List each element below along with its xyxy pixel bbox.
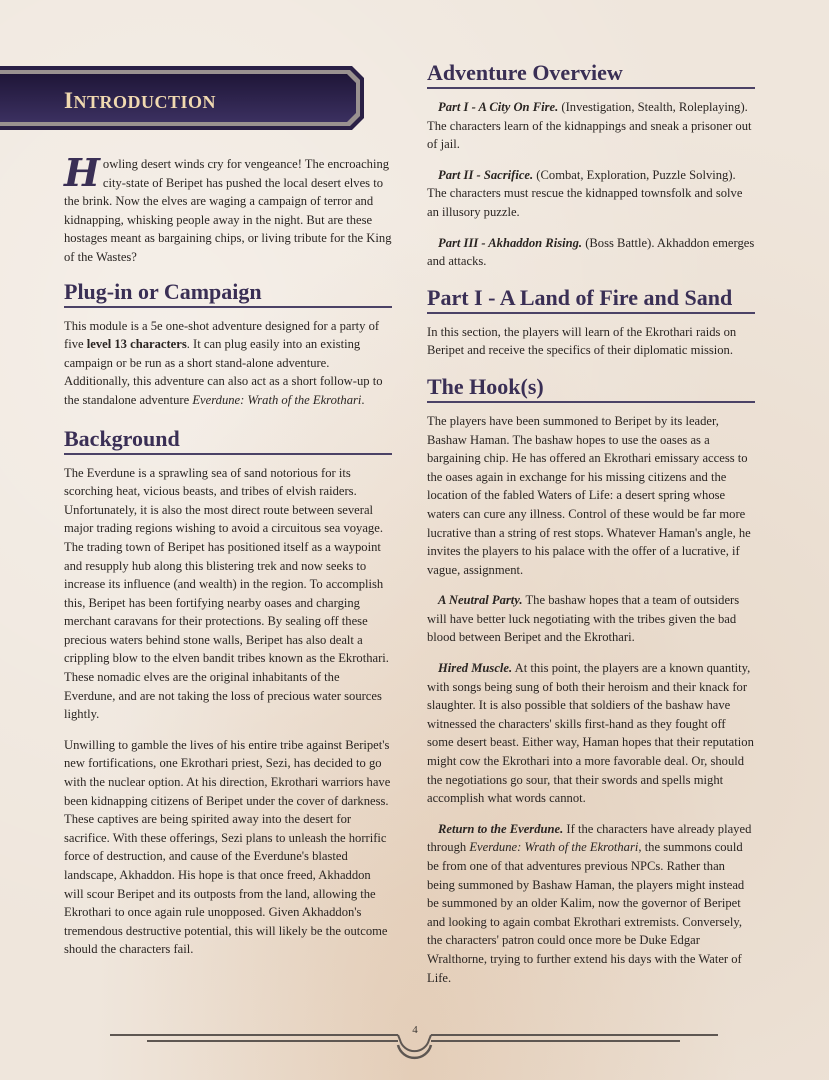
hook-hired-muscle: Hired Muscle. At this point, the players are a known quantity, with songs being sung of both their heroism and their knack for slaughter. It is also possible that soldiers of the bashaw have witnessed the characters' skills first-hand as they fought off some desert beast. Either way, Haman hopes that their reputation might cow the Ekrothari into a more favorable deal. Or, should the negotiations go sour, that their swords and spells might accomplish what words cannot. <box>427 661 754 806</box>
section-banner-introduction <box>0 64 366 132</box>
overview-part-1: Part I - A City On Fire. (Investigation, Stealth, Roleplaying). The characters learn of the kidnappings and sneak a prisoner out of jail. <box>427 100 752 152</box>
overview-part-2: Part II - Sacrifice. (Combat, Exploration, Puzzle Solving). The characters must rescue the kidnapped townsfolk and solve an illusory puzzle. <box>427 167 743 219</box>
right-column <box>427 60 755 999</box>
left-column <box>64 150 392 971</box>
heading-plugin-or-campaign: Plug-in or Campaign <box>64 279 392 308</box>
dropcap-letter: H <box>64 150 100 195</box>
hook-neutral-party: A Neutral Party. The bashaw hopes that a team of outsiders will have better luck negotiating with the tribes given the bad blood between Beripet and the Ekrothari. <box>427 593 740 645</box>
page-number: 4 <box>412 1024 418 1036</box>
intro-paragraph: Howling desert winds cry for vengeance! The encroaching city-state of Beripet has pushed the local desert elves to the brink. Now the elves are waging a campaign of terror and kidnapping, whisking people away in the night. But are these hostages meant as bargaining chips, or living tribute for the King of the Wastes? <box>64 150 392 264</box>
overview-part-3: Part III - Akhaddon Rising. (Boss Battle). Akhaddon emerges and attacks. <box>427 235 755 269</box>
plugin-paragraph: This module is a 5e one-shot adventure designed for a party of five level 13 characters. It can plug easily into an existing campaign or be run as a short stand-alone adventure. Additionally, this adventure can also act as a short follow-up to the standalone adventure Everdune: Wrath of the Ekrothari. <box>64 318 383 407</box>
hooks-intro-paragraph: The players have been summoned to Beripet by its leader, Bashaw Haman. The bashaw hopes to use the oases as a bargaining chip. He has offered an Ekrothari emissary access to the oases again in exchange for his missing citizens and the location of the fabled Waters of Life: a desert spring whose waters can cure any illness. Control of these would be far more lucrative than a string of rest stops. Whatever Haman's angle, he invites the players to his palace with the offer of a lucrative, if vague, assignment. <box>427 413 751 577</box>
background-paragraph-2: Unwilling to gamble the lives of his entire tribe against Beripet's new fortifications, one Ekrothari priest, Sezi, has decided to go with the nuclear option. At his direction, Ekrothari warriors have been kidnapping citizens of Beripet under the cover of darkness. These captives are being spirited away into the desert for sacrifice. With these offerings, Sezi plans to unleash the horrific force of destruction, and cause of the Everdune's blasted landscape, Akhaddon. His hope is that once freed, Akhaddon will scour Beripet and its outposts from the land, allowing the Ekrothari to once again rule unopposed. Given Akhaddon's tremendous destructive potential, this will likely be the outcome should the characters fail. <box>64 737 391 957</box>
heading-part-1: Part I - A Land of Fire and Sand <box>427 285 755 314</box>
heading-background: Background <box>64 426 392 455</box>
background-paragraph-1: The Everdune is a sprawling sea of sand notorious for its scorching heat, vicious beasts, and tribes of elvish raiders. Unfortunately, it is also the most direct route between several major trading regions wishing to avoid a circuitous sea voyage. The trading town of Beripet has positioned itself as a waypoint and resupply hub along this blistering trek and now seeks to increase its influence (and wealth) in the region. To accomplish this, Beripet has been fortifying nearby oases and charging merchant caravans for their protections. By sealing off these precious waters behind stone walls, Beripet has also dealt a crippling blow to the elven bandit tribes known as the Ekrothari. These nomadic elves are the original inhabitants of the Everdune, and are not taking the loss of precious water sources lightly. <box>64 465 389 722</box>
heading-adventure-overview: Adventure Overview <box>427 60 755 89</box>
hook-return-to-everdune: Return to the Everdune. If the characters have already played through Everdune: Wrath of the Ekrothari, the summons could be from one of that adventures previous NPCs. Rather than being summoned by Bashaw Haman, the players might instead be summoned by an older Kalim, now the governor of Beripet and looking to again combat Ekrothari extremists. Conversely, the characters' patron could once more be Duke Edgar Wralthorne, trying to further extend his days with the Water of Life. <box>427 821 752 985</box>
page-title: INTRODUCTION <box>64 88 216 113</box>
part-1-paragraph: In this section, the players will learn of the Ekrothari raids on Beripet and receive the specifics of their diplomatic mission. <box>427 324 737 358</box>
heading-the-hooks: The Hook(s) <box>427 374 755 403</box>
